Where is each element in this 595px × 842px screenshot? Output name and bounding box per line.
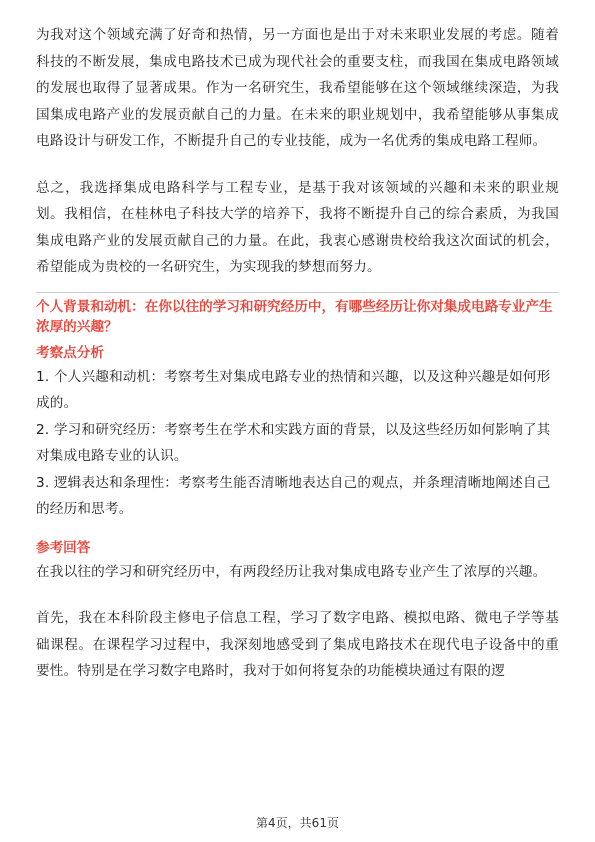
- paragraph-spacer: [36, 155, 559, 175]
- section-divider: [36, 292, 559, 293]
- analysis-heading: 考察点分析: [36, 344, 104, 361]
- analysis-item-3: 3. 逻辑表达和条理性：考察考生能否清晰地表达自己的观点，并条理清晰地阐述自己的经历和思考。: [36, 474, 551, 517]
- page-number-footer: 第4页，共61页: [256, 816, 339, 830]
- answer-paragraph-1: 在我以往的学习和研究经历中，有两段经历让我对集成电路专业产生了浓厚的兴趣。: [36, 563, 547, 580]
- interview-question: 个人背景和动机：在你以往的学习和研究经历中，有哪些经历让你对集成电路专业产生浓厚的兴趣？: [36, 298, 553, 335]
- document-page: [36, 22, 559, 685]
- analysis-item-2: 2. 学习和研究经历：考察考生在学术和实践方面的背景，以及这些经历如何影响了其对集成电路专业的认识。: [36, 421, 551, 464]
- answer-heading: 参考回答: [36, 539, 91, 556]
- paragraph-spacer: [36, 585, 559, 605]
- answer-paragraph-2: 首先，我在本科阶段主修电子信息工程，学习了数字电路、模拟电路、微电子学等基础课程。在课程学习过程中，我深刻地感受到了集成电路技术在现代电子设备中的重要性。特别是在学习数字电路时，我对于如何将复杂的功能模块通过有限的逻: [36, 610, 559, 679]
- intro-paragraph-1: 为我对这个领域充满了好奇和热情，另一方面也是出于对未来职业发展的考虑。随着科技的不断发展，集成电路技术已成为现代社会的重要支柱，而我国在集成电路领域的发展也取得了显著成果。作为一名研究生，我希望能够在这个领域继续深造，为我国集成电路产业的发展贡献自己的力量。在未来的职业规划中，我希望能够从事集成电路设计与研发工作，不断提升自己的专业技能，成为一名优秀的集成电路工程师。: [36, 27, 559, 149]
- intro-paragraph-2: 总之，我选择集成电路科学与工程专业，是基于我对该领域的兴趣和未来的职业规划。我相信，在桂林电子科技大学的培养下，我将不断提升自己的综合素质，为我国集成电路产业的发展贡献自己的力量。在此，我衷心感谢贵校给我这次面试的机会，希望能成为贵校的一名研究生，为实现我的梦想而努力。: [36, 179, 559, 275]
- analysis-item-1: 1. 个人兴趣和动机：考察考生对集成电路专业的热情和兴趣，以及这种兴趣是如何形成的。: [36, 368, 551, 411]
